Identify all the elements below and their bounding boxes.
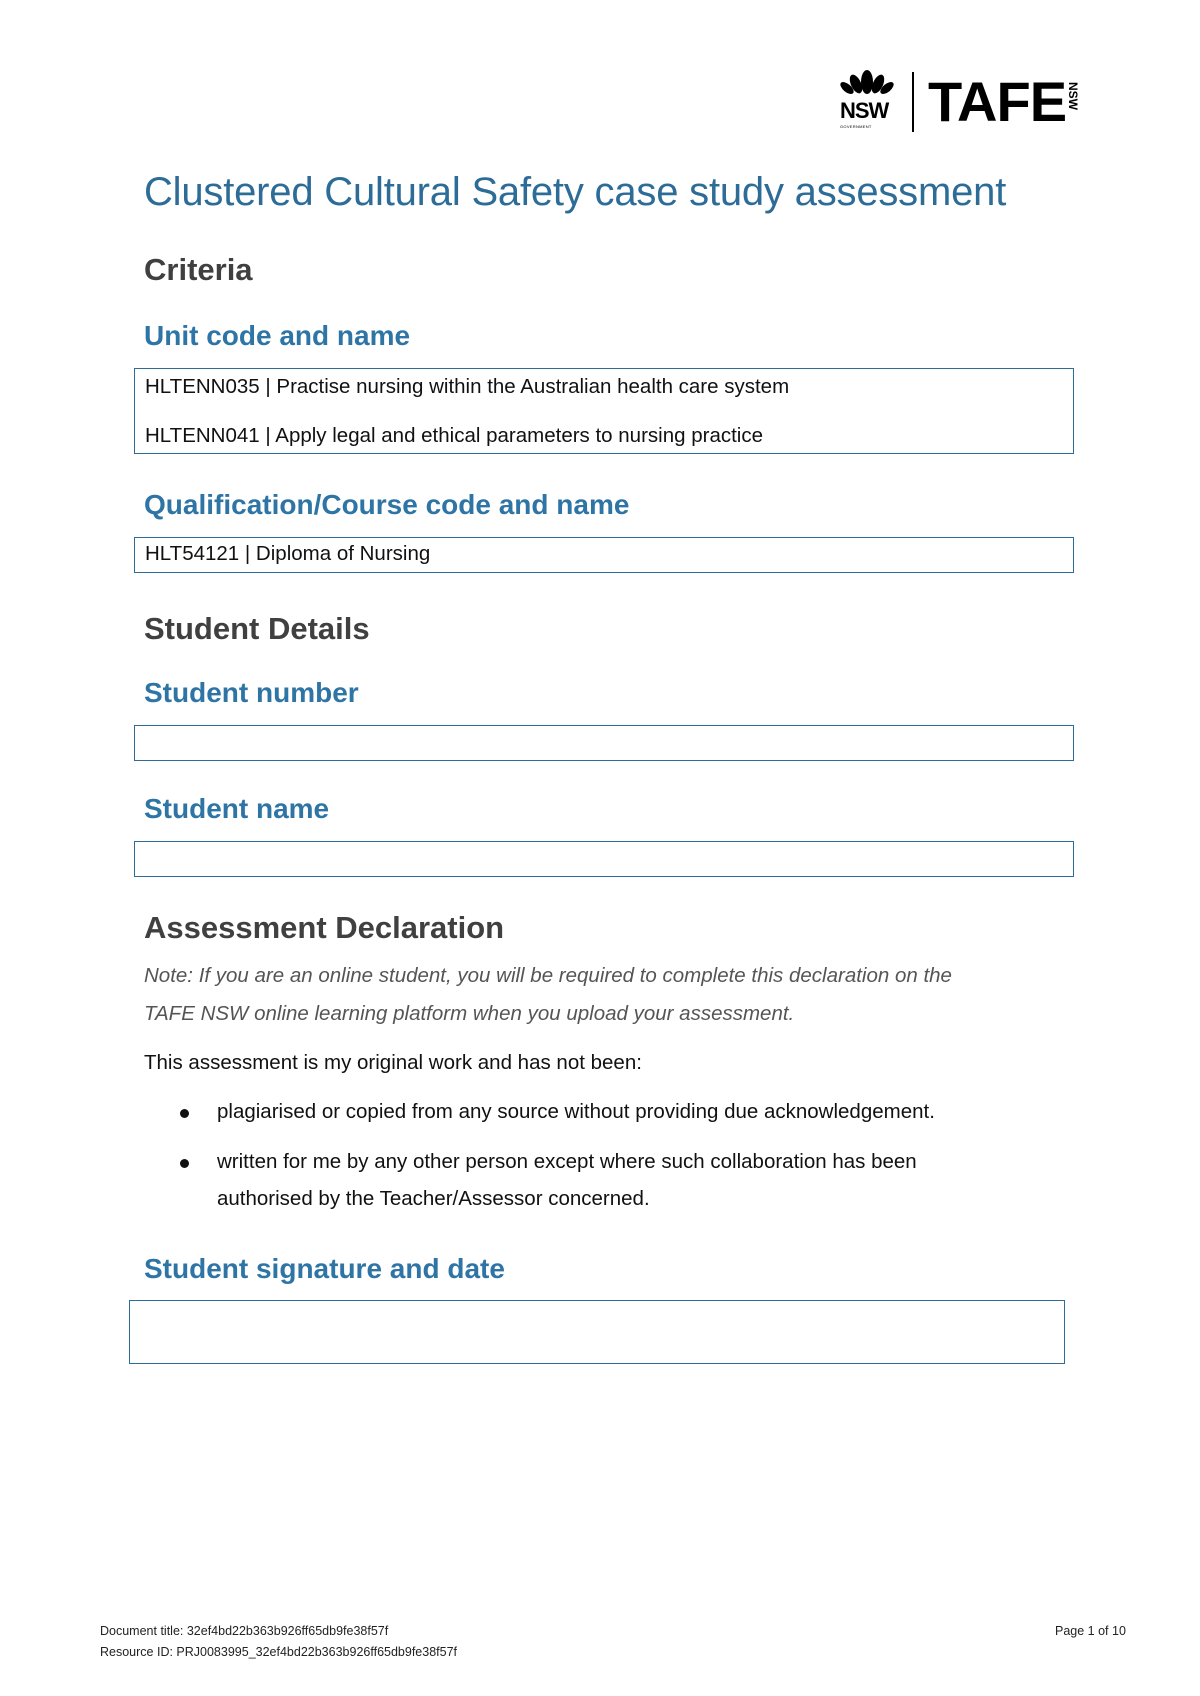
nsw-government-label: GOVERNMENT	[840, 124, 872, 129]
student-name-field[interactable]	[134, 841, 1074, 877]
qualification-box	[134, 537, 1074, 573]
unit-line-1: HLTENN035 | Practise nursing within the Australian health care system	[145, 375, 790, 398]
bullet-icon	[180, 1109, 189, 1118]
logo-divider	[912, 72, 914, 132]
declaration-note-line-2: TAFE NSW online learning platform when you upload your assessment.	[144, 1002, 795, 1025]
declaration-note-line-1: Note: If you are an online student, you will be required to complete this declaration on the	[144, 964, 952, 987]
tafe-nsw-logo	[836, 68, 1098, 134]
nsw-label: NSW	[840, 98, 889, 123]
footer-page-number: Page 1 of 10	[1055, 1624, 1126, 1638]
signature-field[interactable]	[129, 1300, 1065, 1364]
signature-heading: Student signature and date	[144, 1253, 505, 1284]
unit-heading: Unit code and name	[144, 320, 411, 351]
student-number-heading: Student number	[144, 677, 359, 708]
unit-box	[134, 368, 1074, 454]
declaration-heading: Assessment Declaration	[144, 910, 505, 945]
criteria-heading: Criteria	[144, 252, 253, 287]
declaration-bullet-1: plagiarised or copied from any source without providing due acknowledgement.	[217, 1100, 935, 1123]
footer-document-title: Document title: 32ef4bd22b363b926ff65db9fe38f57f	[100, 1624, 389, 1638]
declaration-bullet-2-cont: authorised by the Teacher/Assessor concerned.	[217, 1187, 650, 1210]
student-name-heading: Student name	[144, 793, 330, 824]
unit-line-2: HLTENN041 | Apply legal and ethical parameters to nursing practice	[145, 424, 763, 447]
declaration-intro: This assessment is my original work and has not been:	[144, 1051, 642, 1074]
tafe-nsw-label: NSW	[1066, 82, 1080, 110]
student-number-field[interactable]	[134, 725, 1074, 761]
footer-resource-id: Resource ID: PRJ0083995_32ef4bd22b363b926ff65db9fe38f57f	[100, 1645, 458, 1659]
qualification-heading: Qualification/Course code and name	[144, 489, 630, 520]
student-details-heading: Student Details	[144, 611, 370, 646]
tafe-label: TAFE	[928, 70, 1067, 133]
declaration-bullet-2: written for me by any other person except where such collaboration has been	[217, 1150, 917, 1173]
document-title: Clustered Cultural Safety case study assessment	[144, 170, 1007, 214]
qualification-line: HLT54121 | Diploma of Nursing	[145, 542, 431, 565]
bullet-icon	[180, 1159, 189, 1168]
